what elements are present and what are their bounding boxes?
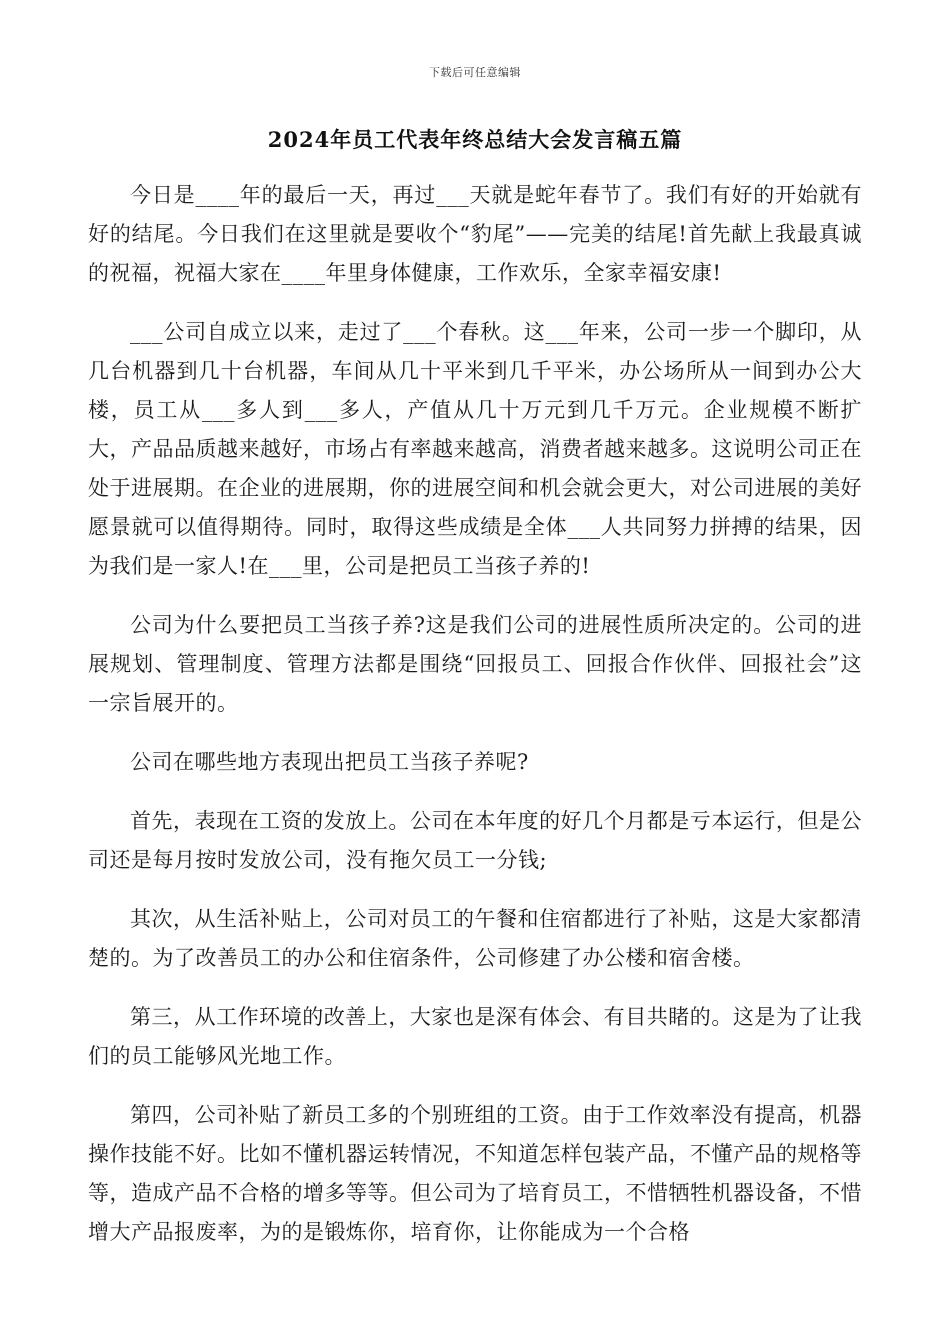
- paragraph-4: 公司在哪些地方表现出把员工当孩子养呢?: [130, 750, 529, 774]
- header-note: 下载后可任意编辑: [429, 66, 521, 79]
- paragraph-3: 公司为什么要把员工当孩子养?这是我们公司的进展性质所决定的。公司的进展规划、管理制度、管理方法都是围绕“回报员工、回报合作伙伴、回报社会”这一宗旨展开的。: [88, 613, 862, 715]
- paragraph-8: 第四，公司补贴了新员工多的个别班组的工资。由于工作效率没有提高，机器操作技能不好。比如不懂机器运转情况，不知道怎样包装产品，不懂产品的规格等等，造成产品不合格的增多等等。但公司为了培育员工，不惜牺牲机器设备，不惜增大产品报废率，为的是锻炼你，培育你，让你能成为一个合格: [88, 1103, 862, 1244]
- paragraph-5: 首先，表现在工资的发放上。公司在本年度的好几个月都是亏本运行，但是公司还是每月按时发放公司，没有拖欠员工一分钱;: [88, 809, 862, 872]
- document-title: 2024年员工代表年终总结大会发言稿五篇: [267, 127, 683, 152]
- document-body: [88, 176, 862, 1272]
- paragraph-1: 今日是____年的最后一天，再过___天就是蛇年春节了。我们有好的开始就有好的结尾。今日我们在这里就是要收个“豹尾”——完美的结尾!首先献上我最真诚的祝福，祝福大家在____年里身体健康，工作欢乐，全家幸福安康!: [88, 183, 862, 285]
- paragraph-7: 第三，从工作环境的改善上，大家也是深有体会、有目共睹的。这是为了让我们的员工能够风光地工作。: [88, 1005, 862, 1068]
- paragraph-6: 其次，从生活补贴上，公司对员工的午餐和住宿都进行了补贴，这是大家都清楚的。为了改善员工的办公和住宿条件，公司修建了办公楼和宿舍楼。: [88, 907, 862, 970]
- paragraph-2: ___公司自成立以来，走过了___个春秋。这___年来，公司一步一个脚印，从几台机器到几十台机器，车间从几十平米到几千平米，办公场所从一间到办公大楼，员工从___多人到___多人，产值从几十万元到几千万元。企业规模不断扩大，产品品质越来越好，市场占有率越来越高，消费者越来越多。这说明公司正在处于进展期。在企业的进展期，你的进展空间和机会就会更大，对公司进展的美好愿景就可以值得期待。同时，取得这些成绩是全体___人共同努力拼搏的结果，因为我们是一家人!在___里，公司是把员工当孩子养的!: [88, 320, 862, 578]
